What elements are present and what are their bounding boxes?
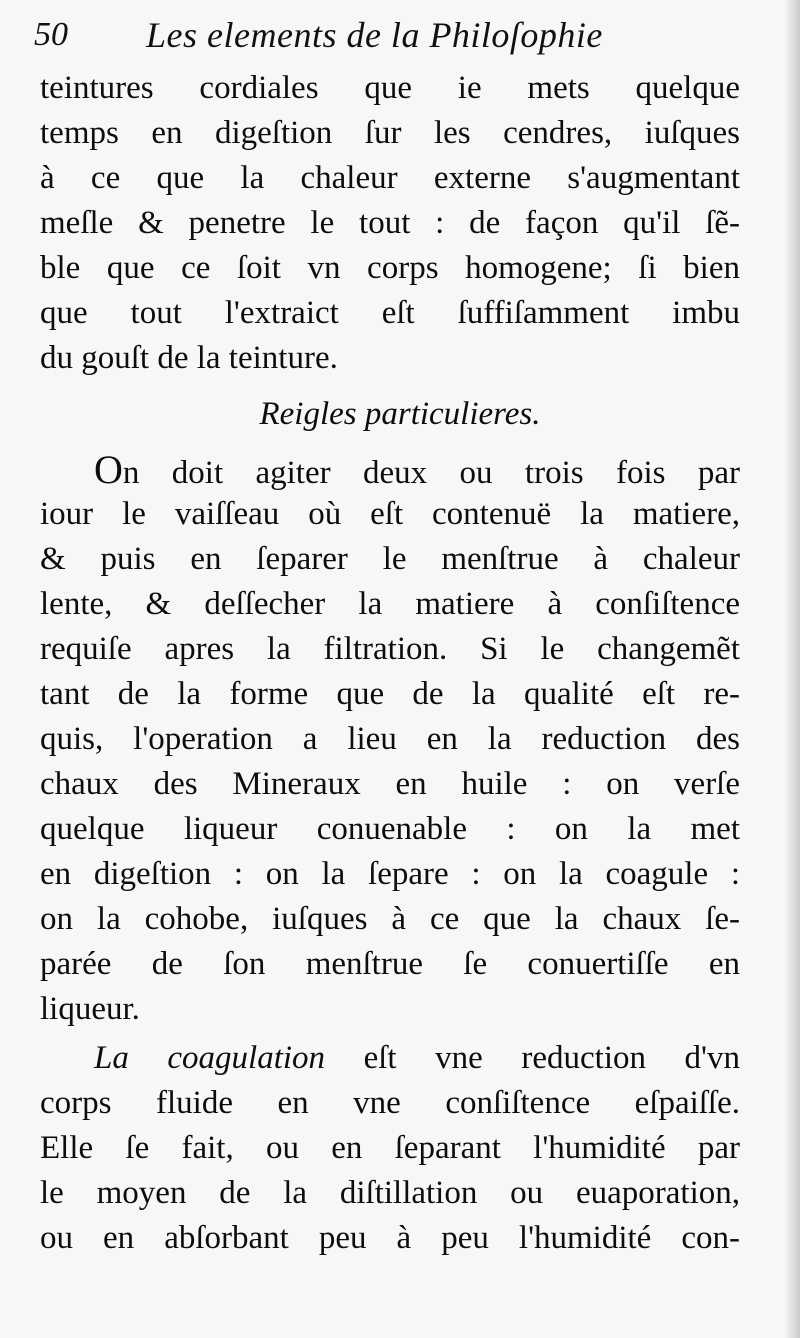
paragraph-1 bbox=[40, 66, 740, 381]
text-line: requiſe apres la filtration. Si le changemẽt bbox=[40, 631, 740, 667]
running-head bbox=[30, 12, 750, 60]
text-line: teintures cordiales que ie mets quelque bbox=[40, 70, 740, 106]
text-line: lente, & deſſecher la matiere à conſiſtence bbox=[40, 586, 740, 622]
text-line bbox=[40, 1036, 740, 1081]
text-line: corps fluide en vne conſiſtence eſpaiſſe. bbox=[40, 1085, 740, 1121]
text-line: ou en abſorbant peu à peu l'humidité con- bbox=[40, 1220, 740, 1256]
text-line: on la cohobe, iuſques à ce que la chaux ſe- bbox=[40, 901, 740, 937]
paragraph-2 bbox=[40, 447, 740, 1032]
text-line bbox=[40, 447, 740, 492]
paragraph-3 bbox=[40, 1036, 740, 1261]
text-line: chaux des Mineraux en huile : on verſe bbox=[40, 766, 740, 802]
text-line: ble que ce ſoit vn corps homogene; ſi bien bbox=[40, 250, 740, 286]
first-line-text: n doit agiter deux ou trois fois par bbox=[122, 455, 740, 491]
text-line: en digeſtion : on la ſepare : on la coagule : bbox=[40, 856, 740, 892]
text-line: du gouſt de la teinture. bbox=[40, 340, 338, 376]
section-heading: Reigles particulieres. bbox=[259, 396, 541, 432]
text-line: tant de la forme que de la qualité eſt re- bbox=[40, 676, 740, 712]
text-line: meſle & penetre le tout : de façon qu'il ſẽ- bbox=[40, 205, 740, 241]
first-line-text: eſt vne reduction d'vn bbox=[325, 1040, 740, 1076]
text-line: à ce que la chaleur externe s'augmentant bbox=[40, 160, 740, 196]
text-line: quis, l'operation a lieu en la reduction des bbox=[40, 721, 740, 757]
text-line: Elle ſe fait, ou en ſeparant l'humidité par bbox=[40, 1130, 740, 1166]
text-block bbox=[40, 66, 740, 1261]
text-line: parée de ſon menſtrue ſe conuertiſſe en bbox=[40, 946, 740, 982]
text-line: liqueur. bbox=[40, 991, 140, 1027]
page-number: 50 bbox=[34, 16, 68, 53]
defined-term: La coagulation bbox=[94, 1040, 326, 1076]
text-line: & puis en ſeparer le menſtrue à chaleur bbox=[40, 541, 740, 577]
text-line: quelque liqueur conuenable : on la met bbox=[40, 811, 740, 847]
text-line: iour le vaiſſeau où eſt contenuë la matiere, bbox=[40, 496, 740, 532]
running-title: Les elements de la Philoſophie bbox=[146, 15, 603, 55]
paragraph-initial: O bbox=[94, 447, 123, 492]
text-line: que tout l'extraict eſt ſuffiſamment imbu bbox=[40, 295, 740, 331]
text-line: temps en digeſtion ſur les cendres, iuſques bbox=[40, 115, 740, 151]
page-edge-shadow bbox=[784, 0, 800, 1338]
text-line: le moyen de la diſtillation ou euaporation, bbox=[40, 1175, 740, 1211]
